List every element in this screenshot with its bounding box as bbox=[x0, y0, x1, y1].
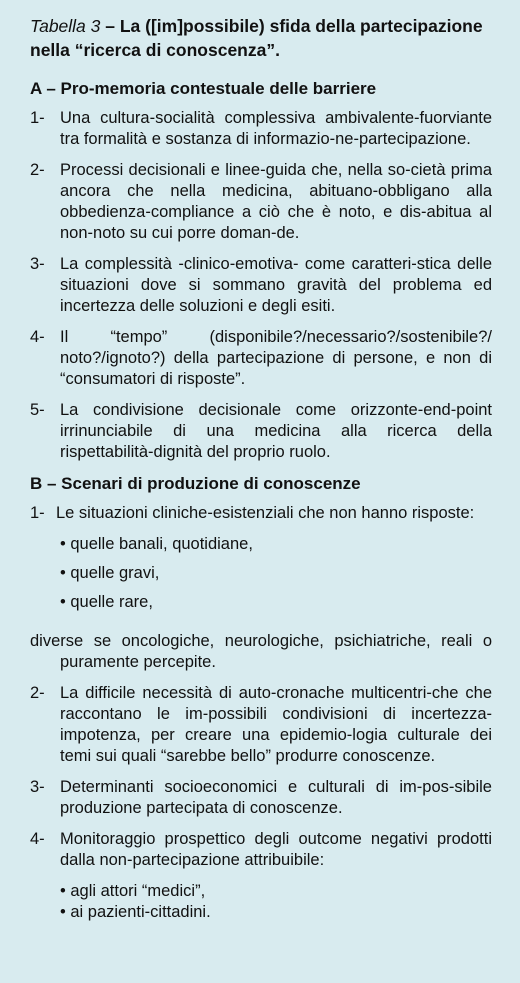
item-number: 5- bbox=[30, 401, 45, 419]
item-text: La complessità -clinico-emotiva- come caratteri-stica delle situazioni dove si sommano gravità del problema ed incertezza delle soluzioni e degli esiti. bbox=[60, 255, 492, 315]
item-number: 4- bbox=[30, 328, 45, 346]
section-b-heading: B – Scenari di produzione di conoscenze bbox=[30, 474, 361, 493]
item-number: 2- bbox=[30, 161, 45, 179]
list-item bbox=[30, 400, 492, 463]
item-text: Determinanti socioeconomici e culturali di im-pos-sibile produzione partecipata di conoscenze. bbox=[60, 778, 492, 817]
list-item bbox=[30, 327, 492, 390]
list-item bbox=[30, 503, 492, 524]
bullet-item: • quelle banali, quotidiane, bbox=[60, 535, 253, 553]
bullet-item: • quelle rare, bbox=[60, 593, 153, 611]
list-item bbox=[30, 777, 492, 819]
item-continuation: diverse se oncologiche, neurologiche, psichiatriche, reali o puramente percepite. bbox=[30, 632, 492, 671]
item-text: La condivisione decisionale come orizzonte-end-point irrinunciabile di una medicina alla ricerca della rispettabilità-dignità del proprio ruolo. bbox=[60, 401, 492, 461]
item-text: Processi decisionali e linee-guida che, nella so-cietà prima ancora che nella medicina, abituano-obbligano alla obbedienza-compliance a ciò che è noto, e dis-abitua al non-noto su cui porre doman-de. bbox=[60, 161, 492, 242]
item-text: Le situazioni cliniche-esistenziali che non hanno risposte: bbox=[56, 504, 475, 522]
bullet-item: • ai pazienti-cittadini. bbox=[60, 903, 211, 921]
item-number: 2- bbox=[30, 684, 45, 702]
title-dash: – bbox=[100, 16, 120, 36]
list-item bbox=[30, 160, 492, 244]
table-title bbox=[30, 14, 492, 62]
list-item bbox=[30, 254, 492, 317]
item-text: Una cultura-socialità complessiva ambivalente-fuorviante tra formalità e sostanza di informazio-ne-partecipazione. bbox=[60, 109, 492, 148]
list-item bbox=[30, 108, 492, 150]
item-number: 3- bbox=[30, 255, 45, 273]
item-number: 3- bbox=[30, 778, 45, 796]
item-text: Il “tempo” (disponibile?/necessario?/sostenibile?/ noto?/ignoto?) della partecipazione di persone, e non di “consumatori di risposte”. bbox=[60, 328, 492, 388]
list-item bbox=[30, 829, 492, 871]
item-number: 1- bbox=[30, 109, 45, 127]
list-item bbox=[30, 683, 492, 767]
bullet-item: • agli attori “medici”, bbox=[60, 882, 206, 900]
table-label: Tabella 3 bbox=[30, 16, 101, 36]
bullet-item: • quelle gravi, bbox=[60, 564, 160, 582]
item-number: 4- bbox=[30, 830, 45, 848]
item-text: Monitoraggio prospettico degli outcome negativi prodotti dalla non-partecipazione attribuibile: bbox=[60, 830, 492, 869]
item-number: 1- bbox=[30, 504, 45, 522]
section-a-heading: A – Pro-memoria contestuale delle barriere bbox=[30, 79, 377, 98]
title-text: La ([im]possibile) sfida della partecipazione nella “ricerca di conoscenza”. bbox=[30, 16, 483, 60]
item-text: La difficile necessità di auto-cronache multicentri-che che raccontano le im-possibili condivisioni di incertezza-impotenza, per creare una epidemio-logia culturale dei temi sui quali “sarebbe bello” produrre conoscenze. bbox=[60, 684, 492, 765]
